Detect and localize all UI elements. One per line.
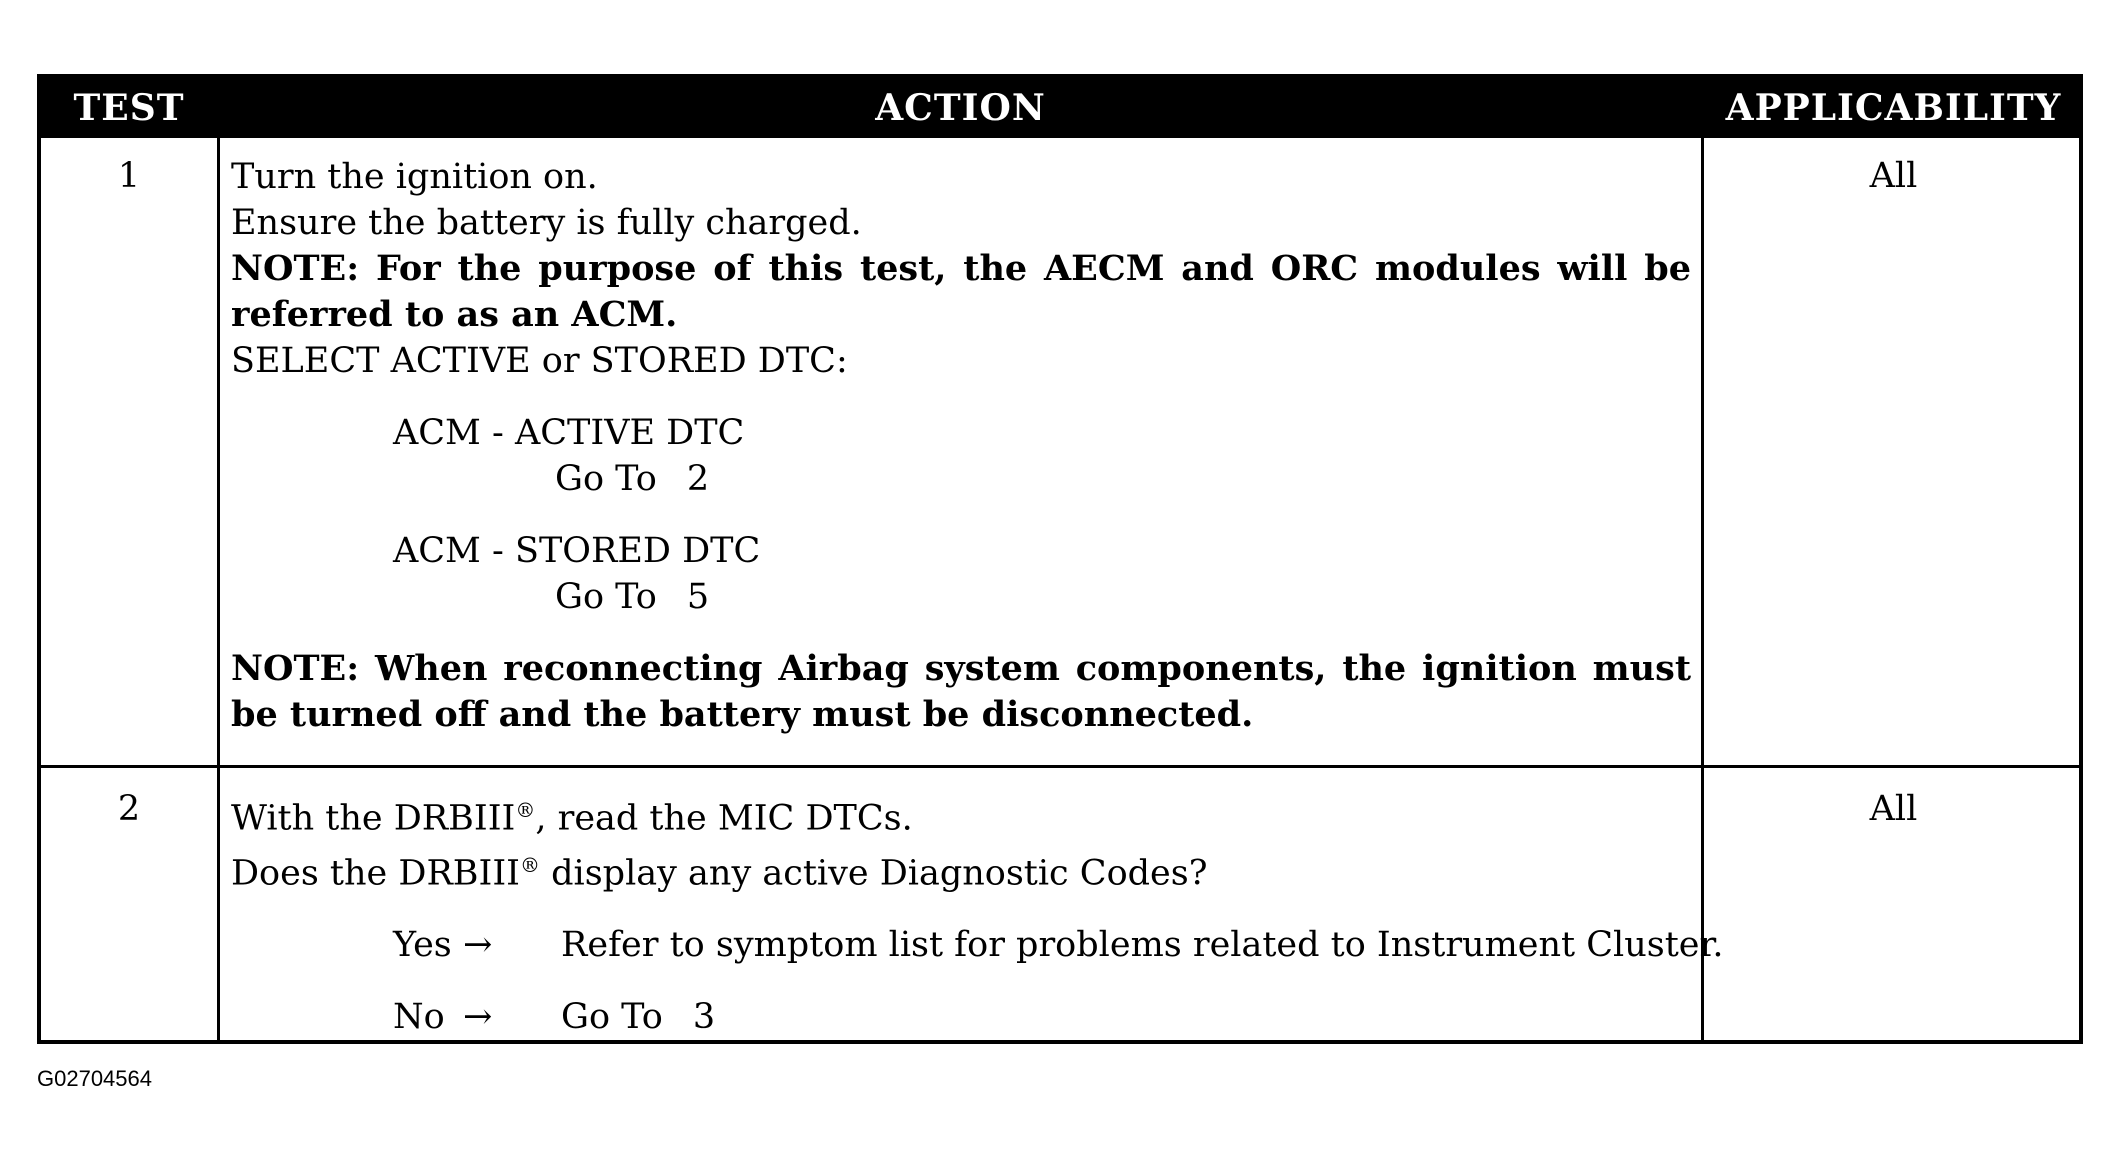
registered-mark: ®: [515, 798, 536, 822]
applicability-value: All: [1869, 156, 1918, 196]
goto-link[interactable]: Go To 5: [555, 577, 710, 617]
goto-link[interactable]: Go To 2: [555, 459, 710, 499]
option-label: ACM - ACTIVE DTC: [393, 413, 745, 453]
figure-code: G02704564: [37, 1066, 152, 1091]
select-text: SELECT ACTIVE or STORED DTC:: [231, 341, 848, 381]
answer-no[interactable]: No → Go To 3: [231, 994, 1691, 1040]
action-line: With the DRBIII®, read the MIC DTCs.: [231, 798, 913, 839]
table-header: [41, 78, 2079, 138]
table-row: [41, 138, 2079, 768]
arrow-right-icon: →: [463, 925, 493, 966]
action-line: Turn the ignition on.: [231, 157, 598, 197]
option-label: ACM - STORED DTC: [393, 531, 761, 571]
action-line: Ensure the battery is fully charged.: [231, 203, 862, 243]
action-cell: [231, 787, 1724, 1040]
test-number: 1: [117, 156, 141, 196]
answer-yes[interactable]: Yes → Refer to symptom list for problems related to Instrument Cluster.: [231, 922, 1691, 968]
note-text: NOTE: When reconnecting Airbag system components, the ignition must be turned off and the battery must be disconnected.: [231, 648, 1691, 735]
diagnostic-table: [37, 74, 2083, 1044]
header-action: ACTION: [875, 87, 1046, 129]
registered-mark: ®: [520, 852, 540, 877]
arrow-right-icon: →: [463, 997, 493, 1038]
action-cell: [231, 154, 1691, 738]
header-applicability: APPLICABILITY: [1725, 87, 2062, 129]
test-number: 2: [117, 789, 141, 829]
action-line: Does the DRBIII® display any active Diagnostic Codes?: [231, 852, 1208, 894]
header-test: TEST: [73, 87, 185, 129]
applicability-value: All: [1869, 789, 1918, 829]
note-text: NOTE: For the purpose of this test, the AECM and ORC modules will be referred to as an ACM.: [231, 248, 1691, 335]
table-row: [41, 771, 2079, 1044]
